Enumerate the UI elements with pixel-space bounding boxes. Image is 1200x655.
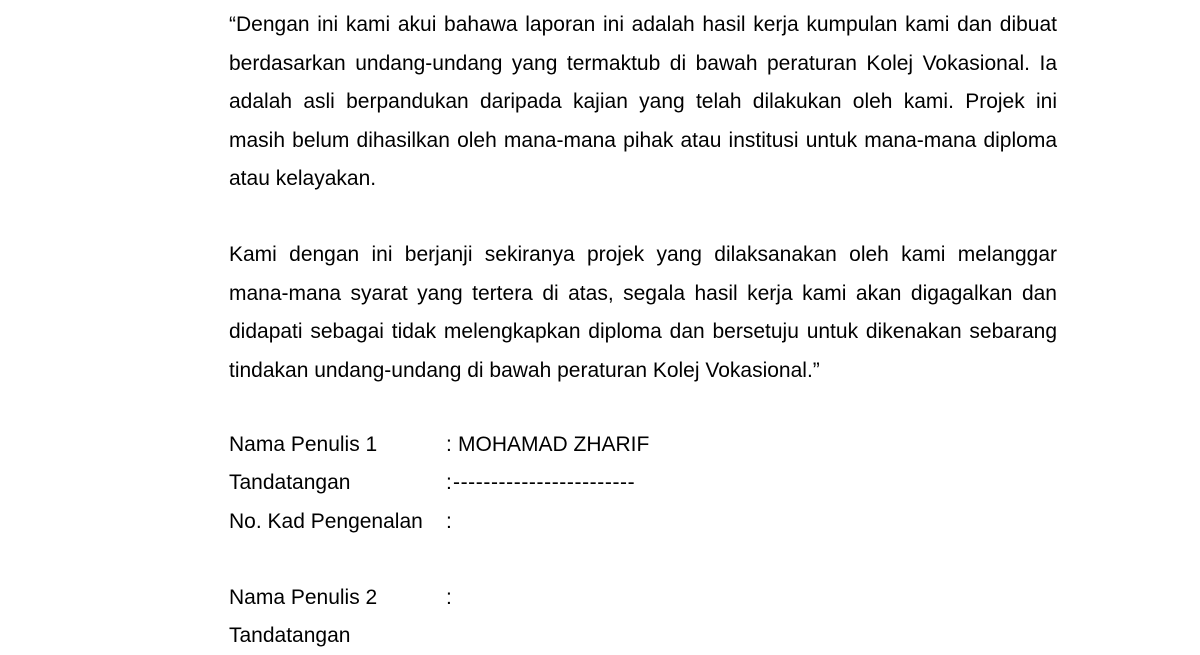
writer-2-signature-label: Tandatangan	[229, 624, 351, 647]
writer-2-name-separator: :	[446, 586, 452, 609]
writer-1-signature-label: Tandatangan	[229, 471, 351, 494]
writer-1-ic-separator: :	[446, 510, 452, 533]
writer-2-name-label: Nama Penulis 2	[229, 586, 378, 609]
declaration-paragraph-1: “Dengan ini kami akui bahawa laporan ini adalah hasil kerja kumpulan kami dan dibuat berdasarkan undang-undang yang termaktub di bawah peraturan Kolej Vokasional. Ia adalah asli berpandukan daripada kajian yang telah dilakukan oleh kami. Projek ini masih belum dihasilkan oleh mana-mana pihak atau institusi untuk mana-mana diploma atau kelayakan.	[229, 13, 1057, 190]
writer-1-name-separator: :	[446, 433, 452, 456]
writer-1-ic-label: No. Kad Pengenalan	[229, 510, 423, 533]
writer-1-signature-line: ------------------------	[453, 471, 636, 494]
writer-1-name-label: Nama Penulis 1	[229, 433, 378, 456]
declaration-paragraph-2: Kami dengan ini berjanji sekiranya projek yang dilaksanakan oleh kami melanggar mana-mana syarat yang tertera di atas, segala hasil kerja kami akan digagalkan dan didapati sebagai tidak melengkapkan diploma dan bersetuju untuk dikenakan sebarang tindakan undang-undang di bawah peraturan Kolej Vokasional.”	[229, 243, 1057, 382]
writer-1-name-value: MOHAMAD ZHARIF	[458, 433, 650, 456]
writer-1-signature-separator: :	[446, 471, 452, 494]
